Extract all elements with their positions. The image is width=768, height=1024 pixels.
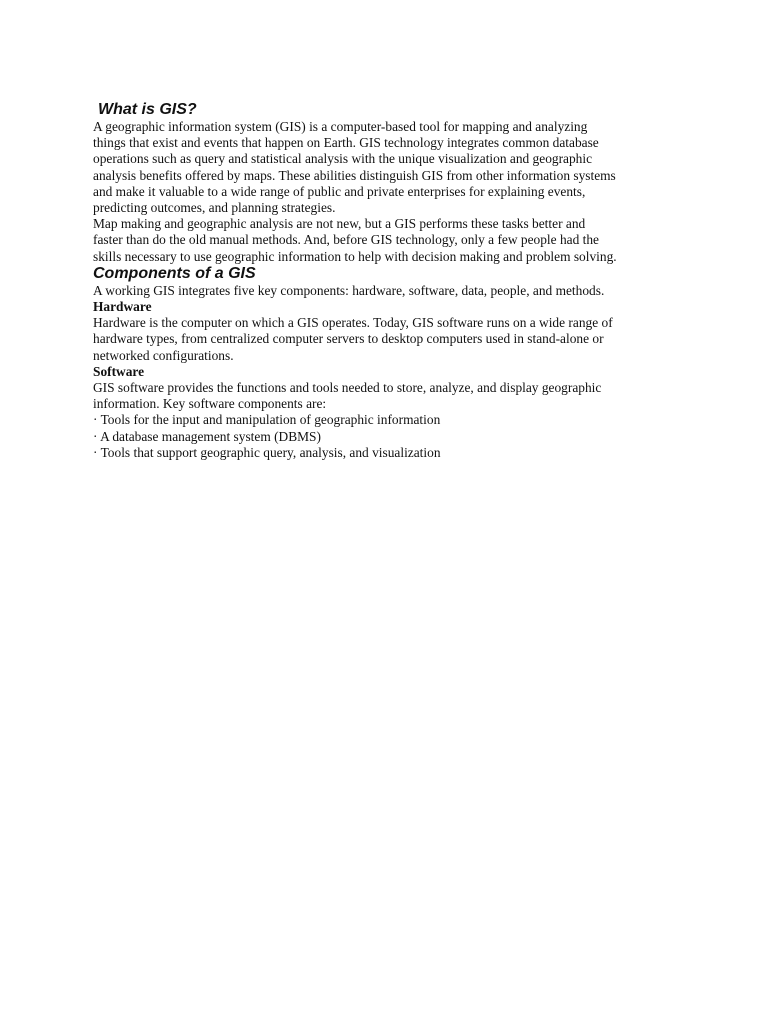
paragraph-gis-definition bbox=[93, 119, 683, 216]
text-line: faster than do the old manual methods. And, before GIS technology, only a few people had the bbox=[93, 232, 599, 248]
text-line: operations such as query and statistical analysis with the unique visualization and geographic bbox=[93, 151, 593, 167]
text-line: A geographic information system (GIS) is a computer-based tool for mapping and analyzing bbox=[93, 119, 588, 134]
text-line: and make it valuable to a wide range of public and private enterprises for explaining events, bbox=[93, 183, 586, 199]
text-line: Hardware is the computer on which a GIS operates. Today, GIS software runs on a wide range of bbox=[93, 315, 613, 331]
text-line: things that exist and events that happen on Earth. GIS technology integrates common database bbox=[93, 135, 599, 151]
document-page bbox=[93, 100, 683, 461]
list-item: · Tools for the input and manipulation of geographic information bbox=[93, 412, 441, 428]
text-line: A working GIS integrates five key components: hardware, software, data, people, and methods. bbox=[93, 282, 605, 298]
heading-components: Components of a GIS bbox=[93, 264, 256, 282]
list-software-components bbox=[93, 412, 683, 461]
paragraph-map-making bbox=[93, 216, 683, 265]
heading-what-is-gis: What is GIS? bbox=[98, 101, 197, 118]
heading-hardware: Hardware bbox=[93, 299, 152, 315]
text-line: analysis benefits offered by maps. These abilities distinguish GIS from other information systems bbox=[93, 167, 616, 183]
heading-software: Software bbox=[93, 363, 145, 379]
text-line: skills necessary to use geographic information to help with decision making and problem solving. bbox=[93, 248, 617, 264]
text-line: hardware types, from centralized computer servers to desktop computers used in stand-alone or bbox=[93, 331, 604, 347]
text-line: GIS software provides the functions and tools needed to store, analyze, and display geographic bbox=[93, 380, 602, 396]
text-line: information. Key software components are: bbox=[93, 396, 327, 412]
text-line: networked configurations. bbox=[93, 347, 234, 363]
list-item: · Tools that support geographic query, analysis, and visualization bbox=[93, 444, 441, 460]
paragraph-hardware bbox=[93, 315, 683, 364]
paragraph-components-intro bbox=[93, 283, 683, 299]
text-line: Map making and geographic analysis are not new, but a GIS performs these tasks better and bbox=[93, 216, 586, 232]
list-item: · A database management system (DBMS) bbox=[93, 428, 321, 444]
paragraph-software bbox=[93, 380, 683, 412]
text-line: predicting outcomes, and planning strategies. bbox=[93, 200, 336, 216]
